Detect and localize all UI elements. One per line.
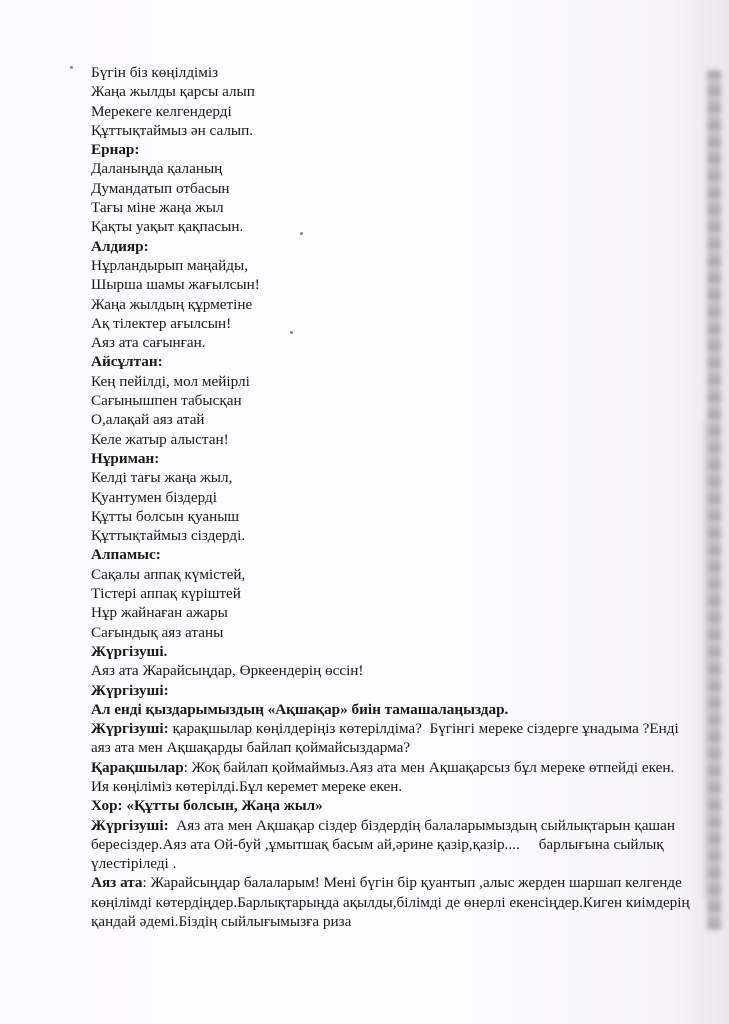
speaker-label: Айсұлтан: bbox=[91, 353, 163, 371]
verse-line: Бүгін біз көңілдіміз bbox=[91, 64, 219, 81]
verse-line: Шырша шамы жағылсын! bbox=[91, 276, 260, 294]
verse-line: Құтты болсын қуаныш bbox=[91, 507, 240, 525]
verse-line: Ақ тілектер ағылсын! bbox=[91, 314, 232, 332]
verse-line: Қақты уақыт қақпасын. bbox=[91, 218, 244, 236]
speaker-label: Жүргізуші: bbox=[91, 816, 169, 834]
verse-line: Келе жатыр алыстан! bbox=[91, 430, 229, 448]
verse-line: Жаңа жылды қарсы алып bbox=[91, 83, 255, 101]
dialogue-text: : Жарайсыңдар балаларым! Мені бүгін бір қуантып ,алыс жерден шаршап келгенде көңілімді көтердіңдер.Барлықтарыңда ақылды,білімді де өнерлі екенсіңдер.Киген киімдерің қандай әдемі.Біздің сыйлығымызға риза bbox=[91, 874, 694, 931]
speaker-label: Жүргізуші: bbox=[91, 681, 169, 699]
verse-line: Мерекеге келгендерді bbox=[91, 102, 232, 120]
dialogue-paragraph bbox=[91, 816, 691, 874]
scan-shadow-edge bbox=[707, 70, 721, 930]
speaker-label: Алдияр: bbox=[91, 237, 149, 255]
dialogue-text: : Жоқ байлап қоймаймыз.Аяз ата мен Ақшақарсыз бұл мереке өтпейді екен. Ия көңіліміз көтерілді.Бұл керемет мереке екен. bbox=[91, 758, 679, 795]
speaker-label: Ернар: bbox=[91, 141, 140, 159]
scan-speck bbox=[70, 66, 73, 69]
speaker-label: Нұриман: bbox=[91, 449, 160, 467]
verse-line: Жаңа жылдың құрметіне bbox=[91, 295, 253, 313]
speaker-label: Аяз ата bbox=[91, 874, 143, 892]
speaker-label: Ал енді қыздарымыздың «Ақшақар» биін тамашалаңыздар. bbox=[91, 700, 509, 718]
dialogue-paragraph bbox=[91, 873, 694, 931]
dialogue-paragraph bbox=[91, 796, 691, 815]
dialogue-section bbox=[91, 719, 694, 931]
speaker-label: Алпамыс: bbox=[91, 546, 161, 564]
verse-line: Құттықтаймыз ән салып. bbox=[91, 121, 254, 139]
dialogue-paragraph bbox=[91, 758, 691, 797]
verse-line: О,алақай аяз атай bbox=[91, 411, 205, 429]
verse-line: Келді тағы жаңа жыл, bbox=[91, 469, 233, 487]
verse-line: Нұрландырып маңайды, bbox=[91, 256, 249, 274]
scan-shadow-edge-inner bbox=[703, 420, 709, 900]
verse-line: Тағы міне жаңа жыл bbox=[91, 199, 224, 217]
document-body bbox=[91, 63, 694, 931]
dialogue-text: қарақшылар көңілдеріңіз көтерілдіма? Бүгінгі мереке сіздерге ұнадыма ?Енді аяз ата мен Ақшақарды байлап қоймайсыздарма? bbox=[91, 720, 683, 757]
verse-line: Сағындық аяз атаны bbox=[91, 623, 224, 641]
verse-line: Думандатып отбасын bbox=[91, 179, 230, 197]
speaker-label: Хор: «Құтты болсын, Жаңа жыл» bbox=[91, 797, 323, 815]
speaker-label: Қарақшылар bbox=[91, 758, 184, 776]
verse-line: Даланыңда қаланың bbox=[91, 160, 223, 178]
verse-line: Құттықтаймыз сіздерді. bbox=[91, 527, 246, 545]
verse-line: Аяз ата сағынған. bbox=[91, 334, 206, 352]
verse-line: Қуантумен біздерді bbox=[91, 488, 217, 506]
verse-line: Тістері аппақ күріштей bbox=[91, 585, 241, 603]
speaker-label: Жүргізуші. bbox=[91, 642, 168, 660]
verse-line: Кең пейілді, мол мейірлі bbox=[91, 372, 250, 390]
verse-line: Сақалы аппақ күмістей, bbox=[91, 565, 246, 583]
verse-line: Сағынышпен табысқан bbox=[91, 392, 242, 410]
verse-line: Аяз ата Жарайсыңдар, Өркеендерің өссін! bbox=[91, 662, 364, 680]
dialogue-paragraph bbox=[91, 719, 691, 758]
verse-line: Нұр жайнаған ажары bbox=[91, 604, 228, 622]
dialogue-text: Аяз ата мен Ақшақар сіздер біздердің балаларымыздың сыйлықтарын қашан бересіздер.Аяз ата Ой-буй ,ұмытшақ басым ай,әрине қазір,қазір.... барлығына сыйлық үлестіріледі . bbox=[91, 816, 679, 873]
speaker-label: Жүргізуші: bbox=[91, 720, 169, 738]
poem-section bbox=[91, 63, 691, 719]
